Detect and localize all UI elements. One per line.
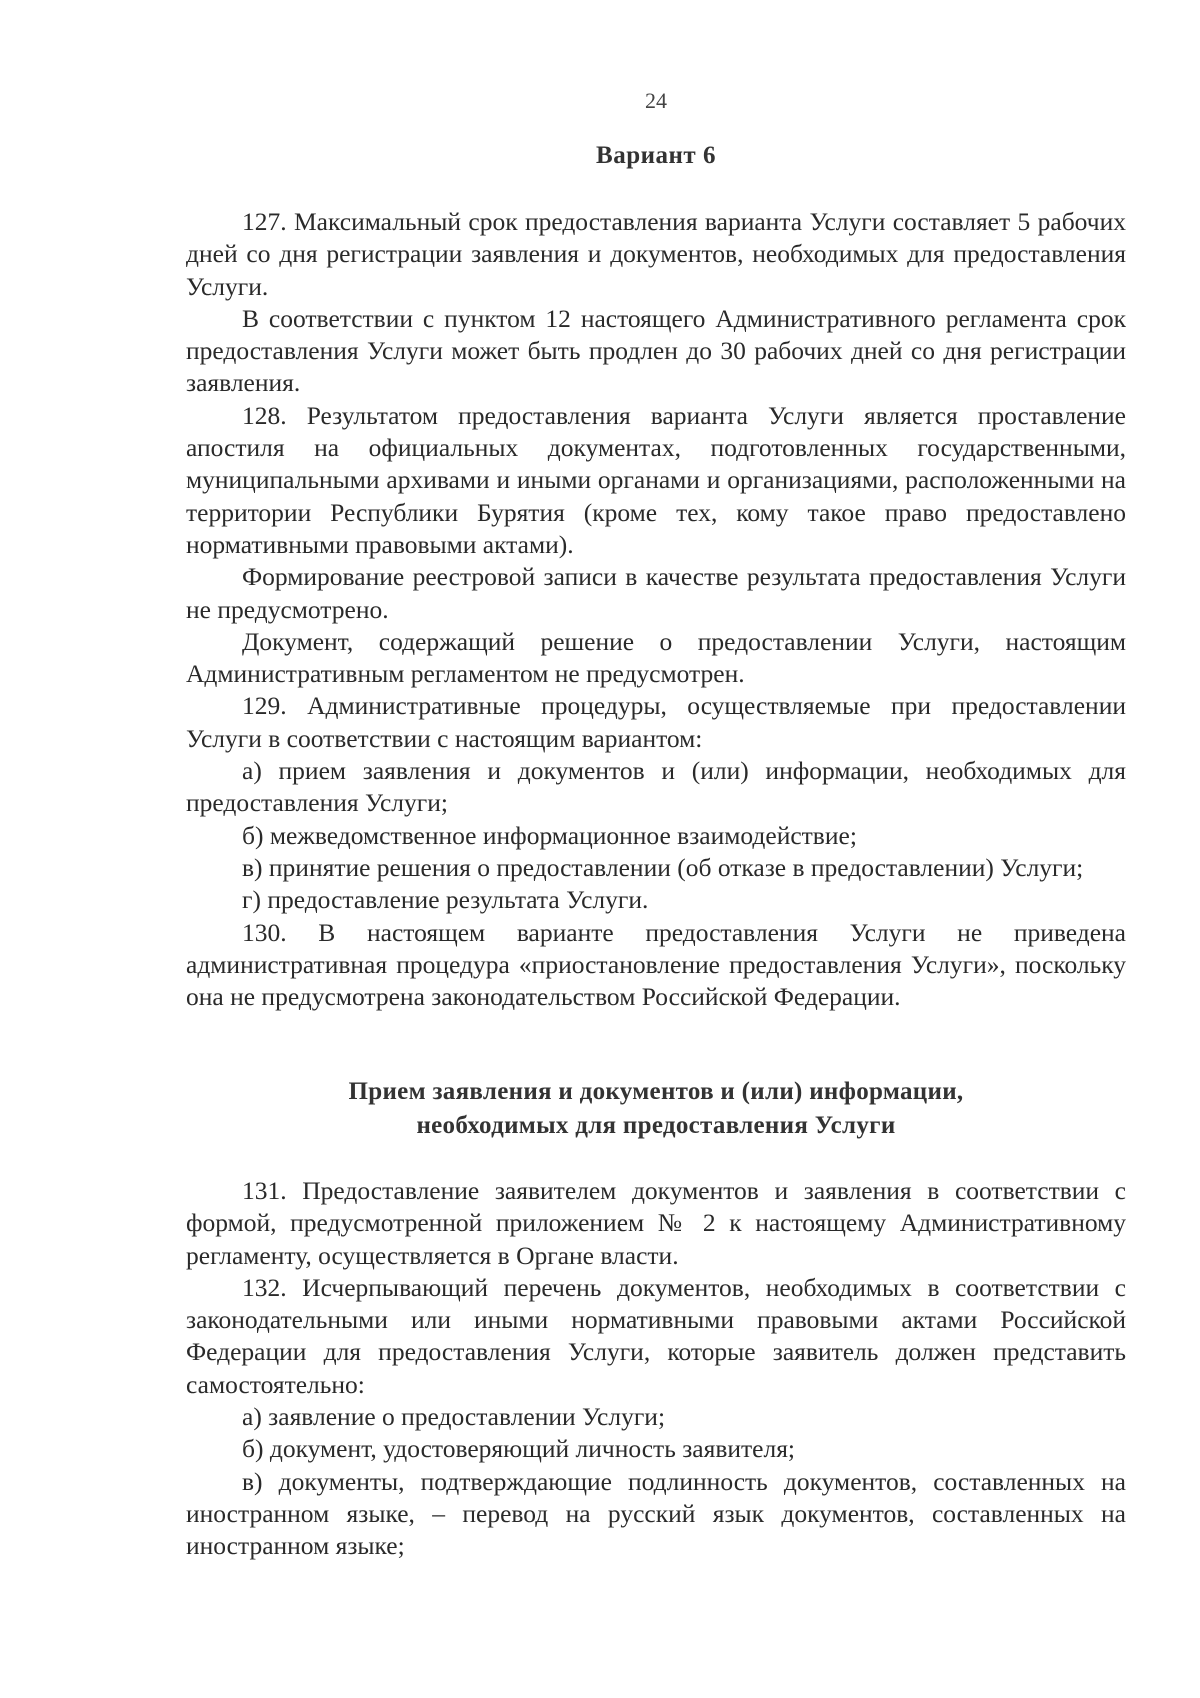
paragraph-130: 130. В настоящем варианте предоставления Услуги не приведена административная процедура «приостановление предоставления Услуги», поскольку она не предусмотрена законодательством Российской Федерации. bbox=[186, 917, 1126, 1012]
main-text-block bbox=[186, 206, 1126, 1013]
subheading bbox=[186, 1075, 1126, 1143]
secondary-text-block bbox=[186, 1175, 1126, 1563]
list-item-g: г) предоставление результата Услуги. bbox=[242, 885, 649, 915]
subheading-line-1: Прием заявления и документов и (или) информации, bbox=[348, 1078, 964, 1105]
paragraph-132: 132. Исчерпывающий перечень документов, необходимых в соответствии с законодательными или иными нормативными правовыми актами Российской Федерации для предоставления Услуги, которые заявитель должен представить самостоятельно: bbox=[186, 1272, 1126, 1399]
section-title: Вариант 6 bbox=[596, 142, 716, 169]
paragraph-131: 131. Предоставление заявителем документов и заявления в соответствии с формой, предусмотренной приложением № 2 к настоящему Административному регламенту, осуществляется в Органе власти. bbox=[186, 1176, 1126, 1270]
paragraph-128: 128. Результатом предоставления варианта Услуги является проставление апостиля на официальных документах, подготовленных государственными, муниципальными архивами и иными органами и организациями, расположенными на территории Республики Бурятия (кроме тех, кому такое право предоставлено нормативными правовыми актами). bbox=[186, 400, 1126, 559]
page-number: 24 bbox=[645, 88, 667, 113]
list-item-b: б) межведомственное информационное взаимодействие; bbox=[242, 820, 857, 850]
list-item-b-2: б) документ, удостоверяющий личность заявителя; bbox=[242, 1434, 796, 1464]
paragraph-127: 127. Максимальный срок предоставления варианта Услуги составляет 5 рабочих дней со дня регистрации заявления и документов, необходимых для предоставления Услуги. bbox=[186, 207, 1126, 301]
paragraph-registry-record: Формирование реестровой записи в качестве результата предоставления Услуги не предусмотрено. bbox=[186, 562, 1126, 624]
list-item-v: в) принятие решения о предоставлении (об отказе в предоставлении) Услуги; bbox=[242, 852, 1084, 882]
list-item-a-2: а) заявление о предоставлении Услуги; bbox=[242, 1402, 666, 1432]
paragraph-term-extension: В соответствии с пунктом 12 настоящего Административного регламента срок предоставления Услуги может быть продлен до 30 рабочих дней со дня регистрации заявления. bbox=[186, 303, 1126, 398]
paragraph-decision-document: Документ, содержащий решение о предоставлении Услуги, настоящим Административным регламентом не предусмотрен. bbox=[186, 626, 1126, 689]
list-item-a: а) прием заявления и документов и (или) информации, необходимых для предоставления Услуги; bbox=[186, 756, 1126, 818]
paragraph-129: 129. Административные процедуры, осуществляемые при предоставлении Услуги в соответствии с настоящим вариантом: bbox=[186, 691, 1126, 753]
list-item-v-2: в) документы, подтверждающие подлинность документов, составленных на иностранном языке, – перевод на русский язык документов, составленных на иностранном языке; bbox=[186, 1466, 1126, 1561]
subheading-line-2: необходимых для предоставления Услуги bbox=[416, 1112, 896, 1139]
